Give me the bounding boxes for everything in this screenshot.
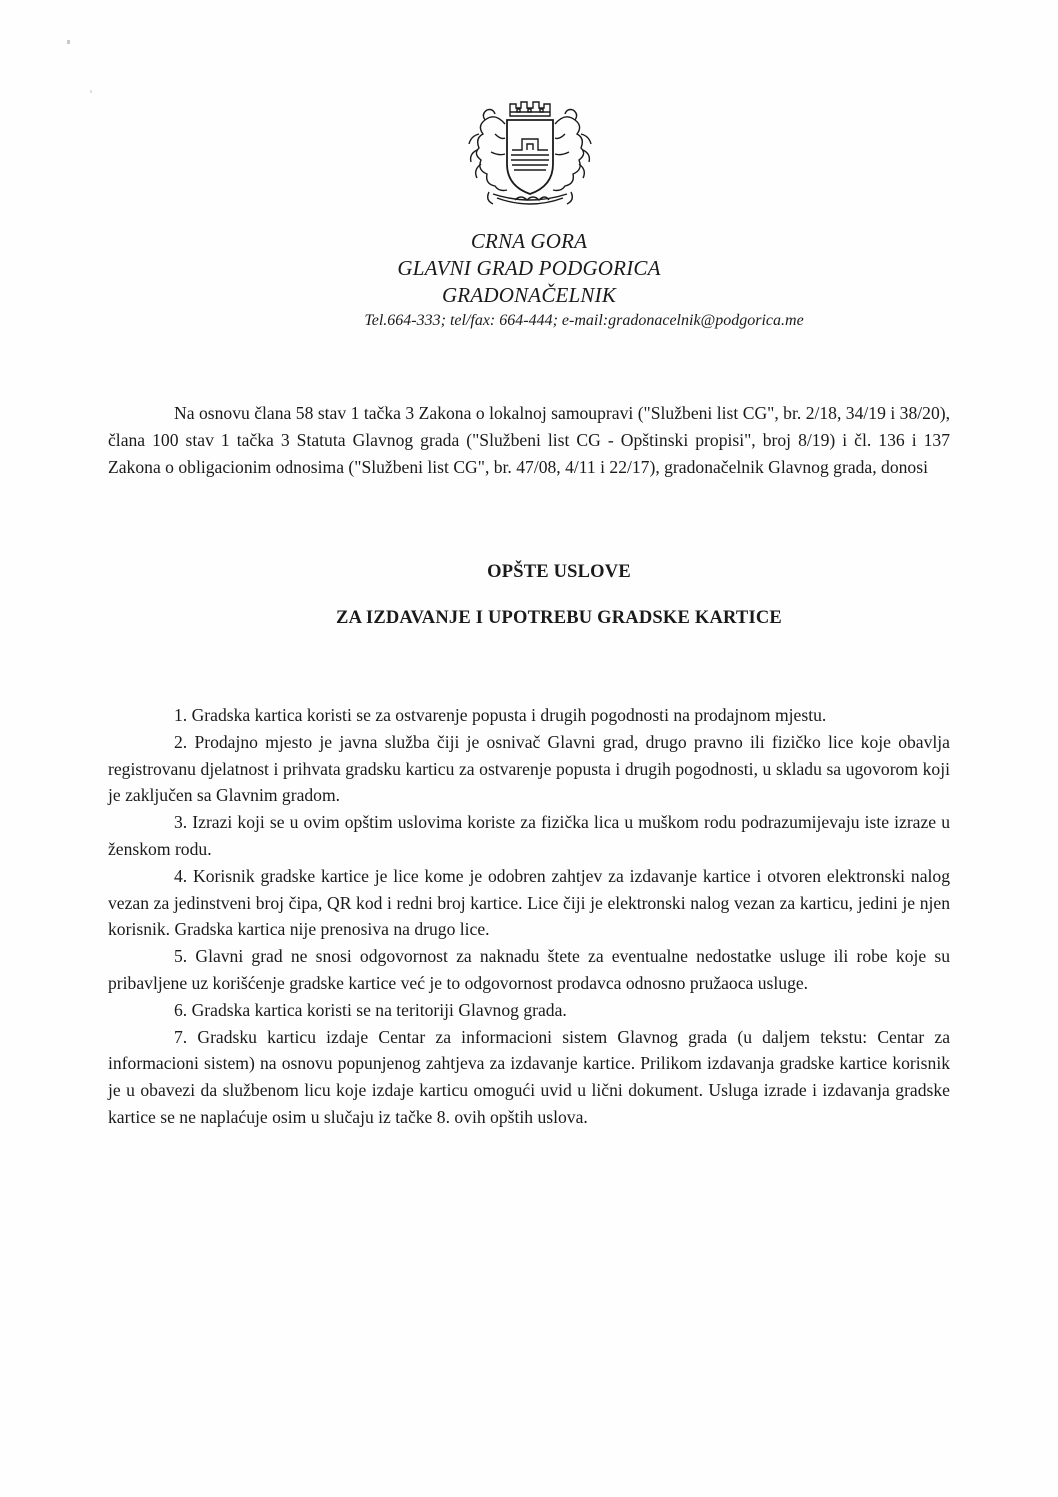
contact-info: Tel.664-333; tel/fax: 664-444; e-mail:gradonacelnik@podgorica.me <box>364 312 804 329</box>
document-title: OPŠTE USLOVE <box>487 562 631 582</box>
country-name: CRNA GORA <box>470 229 588 253</box>
office-name: GRADONAČELNIK <box>441 283 617 307</box>
preamble-paragraph: Na osnovu člana 58 stav 1 tačka 3 Zakona o lokalnoj samoupravi ("Službeni list CG", br. 2/18, 34/19 i 38/20), člana 100 stav 1 tačka 3 Statuta Glavnog grada ("Službeni list CG - Opštinski propisi", broj 8/19) i čl. 136 i 137 Zakona o obligacionim odnosima ("Službeni list CG", br. 47/08, 4/11 i 22/17), gradonačelnik Glavnog grada, donosi <box>108 403 950 477</box>
clause-5: 5. Glavni grad ne snosi odgovornost za naknadu štete za eventualne nedostatke usluge ili robe koje su pribavljene uz korišćenje gradske kartice već je to odgovornost prodavca odnosno pružaoca usluge. <box>108 946 950 993</box>
clause-7: 7. Gradsku karticu izdaje Centar za informacioni sistem Glavnog grada (u daljem tekstu: Centar za informacioni sistem) na osnovu popunjenog zahtjeva za izdavanje kartice. Prilikom izdavanja gradske kartice korisnik je u obavezi da službenom licu koje izdaje karticu omogući uvid u lični dokument. Usluga izrade i izdavanja gradske kartice se ne naplaćuje osim u slučaju iz tačke 8. ovih opštih uslova. <box>108 1026 950 1127</box>
scan-speck <box>67 40 70 44</box>
clause-3: 3. Izrazi koji se u ovim opštim uslovima koriste za fizička lica u muškom rodu podrazumijevaju iste izraze u ženskom rodu. <box>108 812 950 859</box>
city-name: GLAVNI GRAD PODGORICA <box>397 256 661 280</box>
scan-speck <box>90 90 92 93</box>
clause-1: 1. Gradska kartica koristi se za ostvarenje popusta i drugih pogodnosti na prodajnom mjestu. <box>174 705 827 725</box>
clauses-list <box>108 702 950 1131</box>
clause-6: 6. Gradska kartica koristi se na teritoriji Glavnog grada. <box>174 999 567 1020</box>
clause-4: 4. Korisnik gradske kartice je lice kome je odobren zahtjev za izdavanje kartice i otvoren elektronski nalog vezan za jedinstveni broj čipa, QR kod i redni broj kartice. Lice čiji je elektronski nalog vezan za karticu, jedini je njen korisnik. Gradska kartica nije prenosiva na drugo lice. <box>108 865 950 940</box>
clause-2: 2. Prodajno mjesto je javna služba čiji je osnivač Glavni grad, drugo pravno ili fizičko lice koje obavlja registrovanu djelatnost i prihvata gradsku karticu za ostvarenje popusta i drugih pogodnosti, u skladu sa ugovorom koji je zaključen sa Glavnim gradom. <box>108 731 950 806</box>
podgorica-coat-of-arms-icon <box>455 94 605 212</box>
document-subtitle: ZA IZDAVANJE I UPOTREBU GRADSKE KARTICE <box>336 608 782 628</box>
letterhead <box>0 228 1058 333</box>
